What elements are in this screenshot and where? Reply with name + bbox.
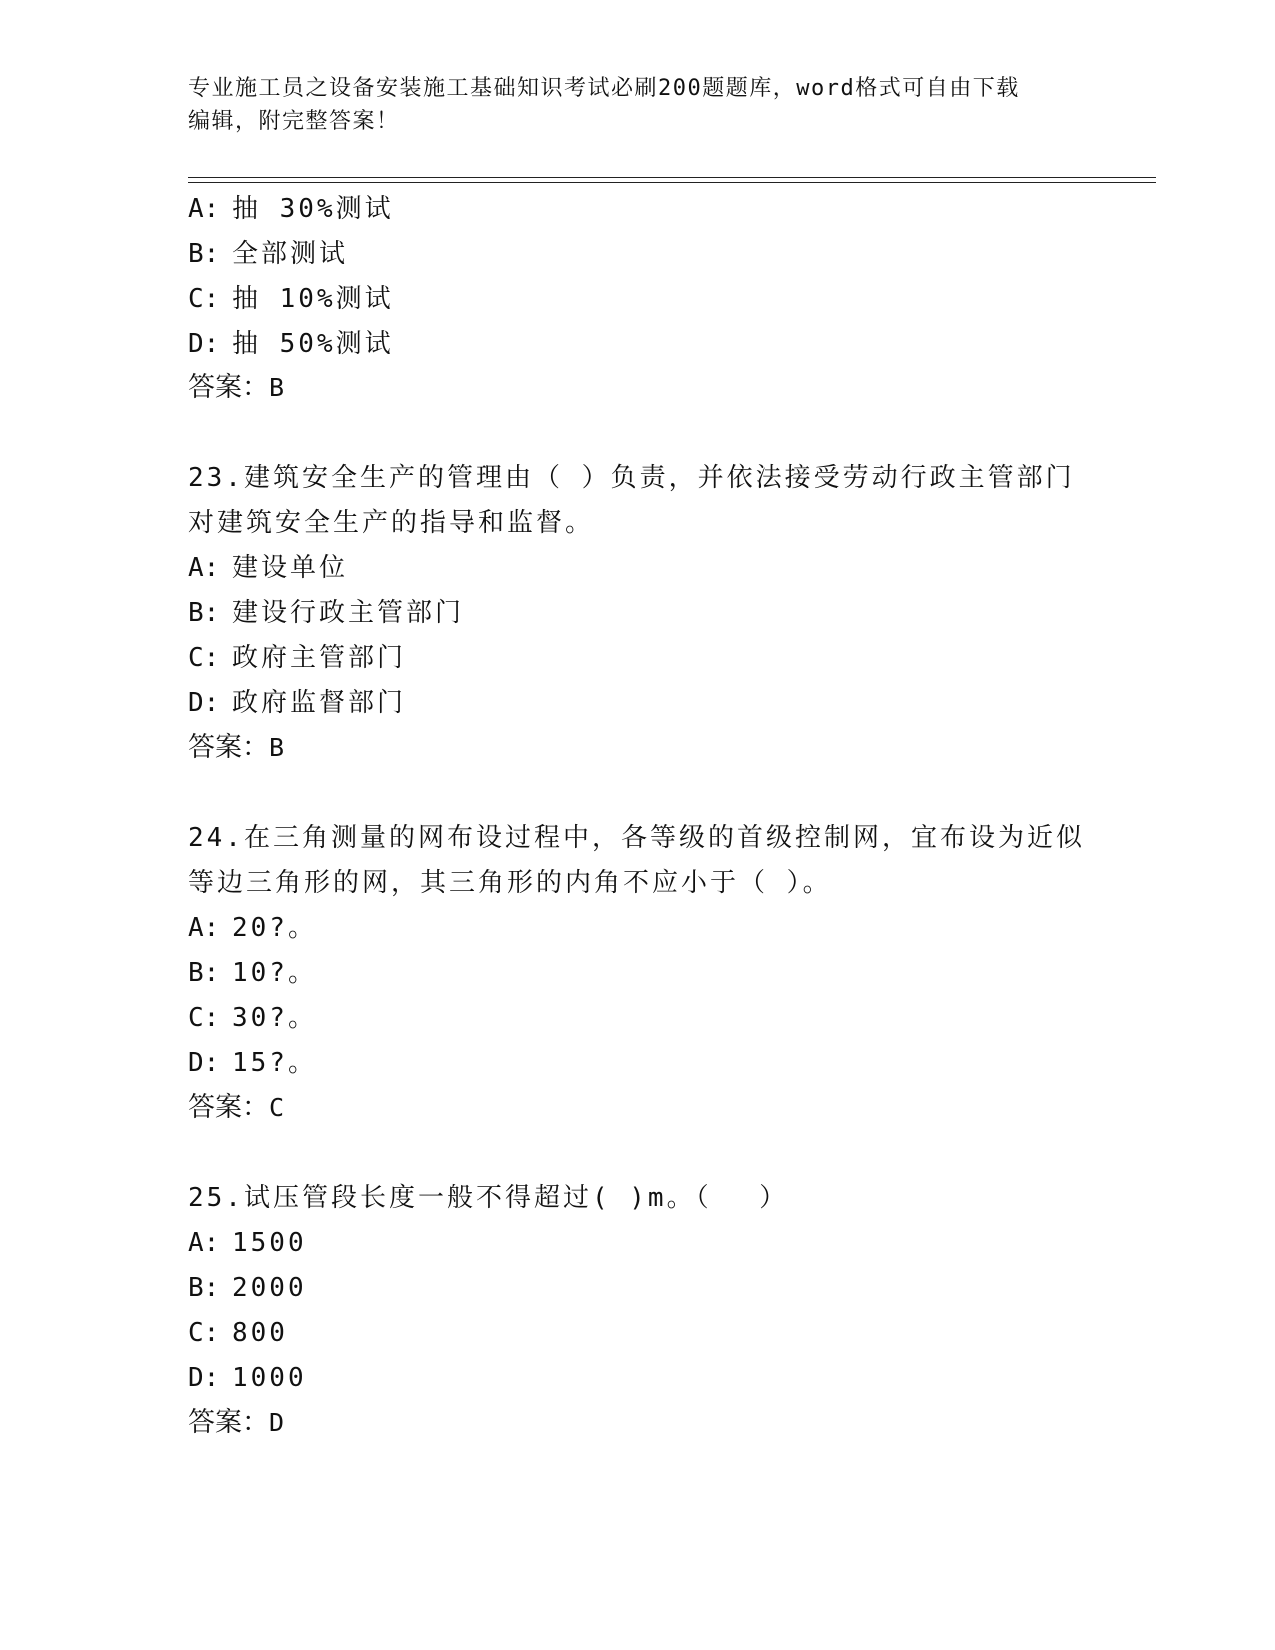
option-label: A: xyxy=(188,194,220,224)
q23-option-b xyxy=(188,596,464,630)
option-label: D: xyxy=(188,688,220,718)
q24-answer xyxy=(188,1091,284,1125)
q24-option-b xyxy=(188,956,317,990)
q25-option-a xyxy=(188,1226,307,1260)
q25-stem-line-1: 25.试压管段长度一般不得超过( )m。（ ） xyxy=(188,1183,789,1213)
q22-answer xyxy=(188,371,284,405)
option-label: B: xyxy=(188,958,220,988)
header-divider-bottom xyxy=(188,182,1156,183)
q22-option-c xyxy=(188,282,394,316)
q23-option-d xyxy=(188,686,406,720)
option-text: 20?。 xyxy=(232,913,317,943)
q24-option-d xyxy=(188,1046,317,1080)
option-label: C: xyxy=(188,643,220,673)
option-text: 抽 10%测试 xyxy=(232,284,394,314)
option-label: C: xyxy=(188,284,220,314)
option-text: 30?。 xyxy=(232,1003,317,1033)
option-text: 政府监督部门 xyxy=(232,688,407,718)
option-label: B: xyxy=(188,1273,220,1303)
answer-label: 答案： xyxy=(188,1092,269,1123)
option-text: 15?。 xyxy=(232,1048,317,1078)
option-label: C: xyxy=(188,1318,220,1348)
answer-label: 答案： xyxy=(188,1407,269,1438)
header-divider-top xyxy=(188,177,1156,178)
header-line-1: 专业施工员之设备安装施工基础知识考试必刷200题题库，word格式可自由下载 xyxy=(188,76,1020,101)
answer-value: B xyxy=(269,373,285,402)
q22-option-b xyxy=(188,237,348,271)
option-text: 抽 30%测试 xyxy=(232,194,394,224)
q23-option-a xyxy=(188,551,348,585)
answer-value: D xyxy=(269,1408,285,1437)
option-label: D: xyxy=(188,329,220,359)
option-label: B: xyxy=(188,598,220,628)
option-text: 800 xyxy=(232,1318,288,1348)
q23-stem-line-1: 23.建筑安全生产的管理由（ ）负责，并依法接受劳动行政主管部门 xyxy=(188,463,1075,493)
document-header xyxy=(188,72,1088,138)
option-label: A: xyxy=(188,1228,220,1258)
option-text: 1000 xyxy=(232,1363,307,1393)
option-text: 政府主管部门 xyxy=(232,643,407,673)
option-text: 建设单位 xyxy=(232,553,349,583)
option-text: 10?。 xyxy=(232,958,317,988)
option-label: A: xyxy=(188,553,220,583)
q24-option-a xyxy=(188,911,317,945)
q22-option-d xyxy=(188,327,394,361)
option-text: 抽 50%测试 xyxy=(232,329,394,359)
option-label: B: xyxy=(188,239,220,269)
q25-option-d xyxy=(188,1361,307,1395)
q25-answer xyxy=(188,1406,284,1440)
q24-stem-line-1: 24.在三角测量的网布设过程中，各等级的首级控制网，宜布设为近似 xyxy=(188,823,1085,853)
option-label: D: xyxy=(188,1363,220,1393)
option-label: A: xyxy=(188,913,220,943)
q23-stem-line-2: 对建筑安全生产的指导和监督。 xyxy=(188,508,595,538)
answer-value: B xyxy=(269,733,285,762)
q23-answer xyxy=(188,731,284,765)
header-line-2: 编辑，附完整答案！ xyxy=(188,109,400,134)
answer-label: 答案： xyxy=(188,732,269,763)
q25-option-b xyxy=(188,1271,307,1305)
option-text: 全部测试 xyxy=(232,239,349,269)
option-text: 建设行政主管部门 xyxy=(232,598,465,628)
q24-option-c xyxy=(188,1001,317,1035)
option-label: D: xyxy=(188,1048,220,1078)
answer-value: C xyxy=(269,1093,285,1122)
q25-option-c xyxy=(188,1316,288,1350)
option-label: C: xyxy=(188,1003,220,1033)
option-text: 1500 xyxy=(232,1228,307,1258)
option-text: 2000 xyxy=(232,1273,307,1303)
q23-option-c xyxy=(188,641,406,675)
q24-stem-line-2: 等边三角形的网，其三角形的内角不应小于（ ）。 xyxy=(188,868,832,898)
q22-option-a xyxy=(188,192,394,226)
answer-label: 答案： xyxy=(188,372,269,403)
